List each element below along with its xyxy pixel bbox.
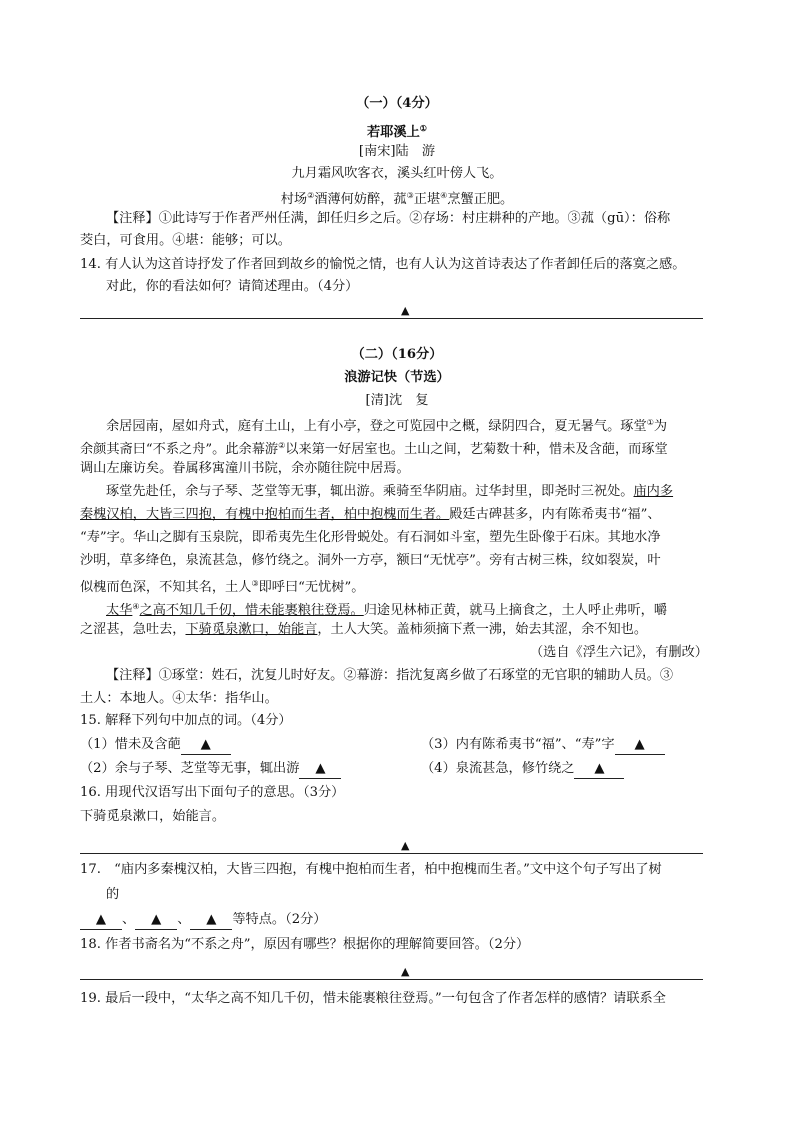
prose-line: 余居园南，屋如舟式，庭有土山，上有小亭，登之可览园中之概，绿阴四合，夏无暑气。琢堂①为 [106,418,668,434]
question-15-item-4: （4）泉流甚急，修竹绕之 ▲ [421,760,624,779]
question-14-cont: 对此，你的看法如何？请简述理由。（4分） [106,279,359,294]
answer-triangle-icon: ▲ [401,304,410,317]
question-17-cont: 的 [106,887,120,902]
prose-line: 太华④之高不知几千仞，惜未能裹粮往登焉。归途见林柿正黄，就马上摘食之，土人呼止弗听，嚼 [106,602,668,618]
prose-line: 之涩甚，急吐去，下骑觅泉漱口，始能言，土人大笑。盖柿须摘下煮一沸，始去其涩，余不知也。 [80,622,648,637]
question-14: 14. 有人认为这首诗抒发了作者回到故乡的愉悦之情，也有人认为这首诗表达了作者卸任后的落寞之感。 [80,257,686,272]
prose-title: 浪游记快（节选） [344,370,450,385]
prose-line: 似槐而色深，不知其名，土人③即呼曰“无忧树”。 [80,579,365,595]
prose-line: 余颜其斋曰“不系之舟”。此余幕游②以来第一好居室也。土山之间，艺菊数十种，惜未及含葩，而琢堂 [80,441,668,457]
prose-line: “寿”字。华山之脚有玉泉院，即希夷先生化形骨蜕处。有石洞如斗室，塑先生卧像于石床。其地水净 [80,530,661,545]
question-19: 19. 最后一段中，“太华之高不知几千仞，惜未能裹粮往登焉。”一句包含了作者怎样的感情？请联系全 [80,991,666,1006]
answer-blank-17-3[interactable]: ▲ [190,911,232,930]
poem-title: 若耶溪上① [367,123,427,140]
answer-line-16[interactable] [80,853,703,854]
question-16-sentence: 下骑觅泉漱口，始能言。 [80,809,226,824]
section-one-heading: （一）（4分） [356,96,438,111]
question-17: 17. “庙内多秦槐汉柏，大皆三四抱，有槐中抱柏而生者，柏中抱槐而生者。”文中这个句子写出了树 [80,862,662,877]
answer-triangle-icon: ▲ [401,965,410,978]
question-15-item-1: （1）惜未及含葩 ▲ [80,736,231,755]
question-17-blanks: ▲ 、 ▲ 、 ▲ 等特点。（2分） [80,911,326,930]
prose-notes-cont: 土人：本地人。④太华：指华山。 [80,691,278,706]
answer-triangle-icon: ▲ [401,839,410,852]
question-16: 16. 用现代汉语写出下面句子的意思。（3分） [80,785,345,800]
poem-notes-cont: 茭白，可食用。④堪：能够；可以。 [80,233,291,248]
poem-notes: 【注释】①此诗写于作者严州任满，卸任归乡之后。②存场：村庄耕种的产地。③菰（gū）：俗称 [106,211,671,226]
answer-blank-15-2[interactable]: ▲ [299,760,341,779]
question-15-item-3: （3）内有陈希夷书“福”、“寿”字 ▲ [421,736,665,755]
answer-blank-15-3[interactable]: ▲ [615,736,665,755]
question-15-item-2: （2）余与子琴、芝堂等无事，辄出游 ▲ [80,760,341,779]
section-two-heading: （二）（16分） [351,347,443,362]
poem-author: [南宋]陆 游 [358,144,436,159]
question-15: 15. 解释下列句中加点的词。（4分） [80,713,292,728]
answer-line-14[interactable] [80,318,703,319]
answer-blank-17-2[interactable]: ▲ [135,911,177,930]
poem-line-2: 村场②酒薄何妨醉，菰③正堪④烹蟹正肥。 [280,191,514,207]
answer-line-18[interactable] [80,979,703,980]
prose-author: [清]沈 复 [365,393,429,408]
answer-blank-15-1[interactable]: ▲ [181,736,231,755]
prose-notes: 【注释】①琢堂：姓石，沈复儿时好友。②幕游：指沈复离乡做了石琢堂的无官职的辅助人员。③ [106,668,674,683]
poem-line-1: 九月霜风吹客衣，溪头红叶傍人飞。 [291,166,503,181]
answer-blank-17-1[interactable]: ▲ [80,911,122,930]
prose-line: 沙明，草多绛色，泉流甚急，修竹绕之。洞外一方亭，额曰“无忧亭”。旁有古树三株，纹如裂炭，叶 [80,553,661,568]
question-18: 18. 作者书斋名为“不系之舟”，原因有哪些？根据你的理解简要回答。（2分） [80,937,530,952]
prose-line: 调山左廉访矣。眷属移寓潼川书院，余亦随往院中居焉。 [80,461,410,476]
prose-source: （选自《浮生六记》，有删改） [529,645,708,660]
answer-blank-15-4[interactable]: ▲ [574,760,624,779]
prose-line: 琢堂先赴任，余与子琴、芝堂等无事，辄出游。乘骑至华阴庙。过华封里，即尧时三祝处。庙内多 [106,484,674,499]
prose-line: 秦槐汉柏，大皆三四抱，有槐中抱柏而生者，柏中抱槐而生者。殿廷古碑甚多，内有陈希夷书“福”、 [80,507,661,522]
